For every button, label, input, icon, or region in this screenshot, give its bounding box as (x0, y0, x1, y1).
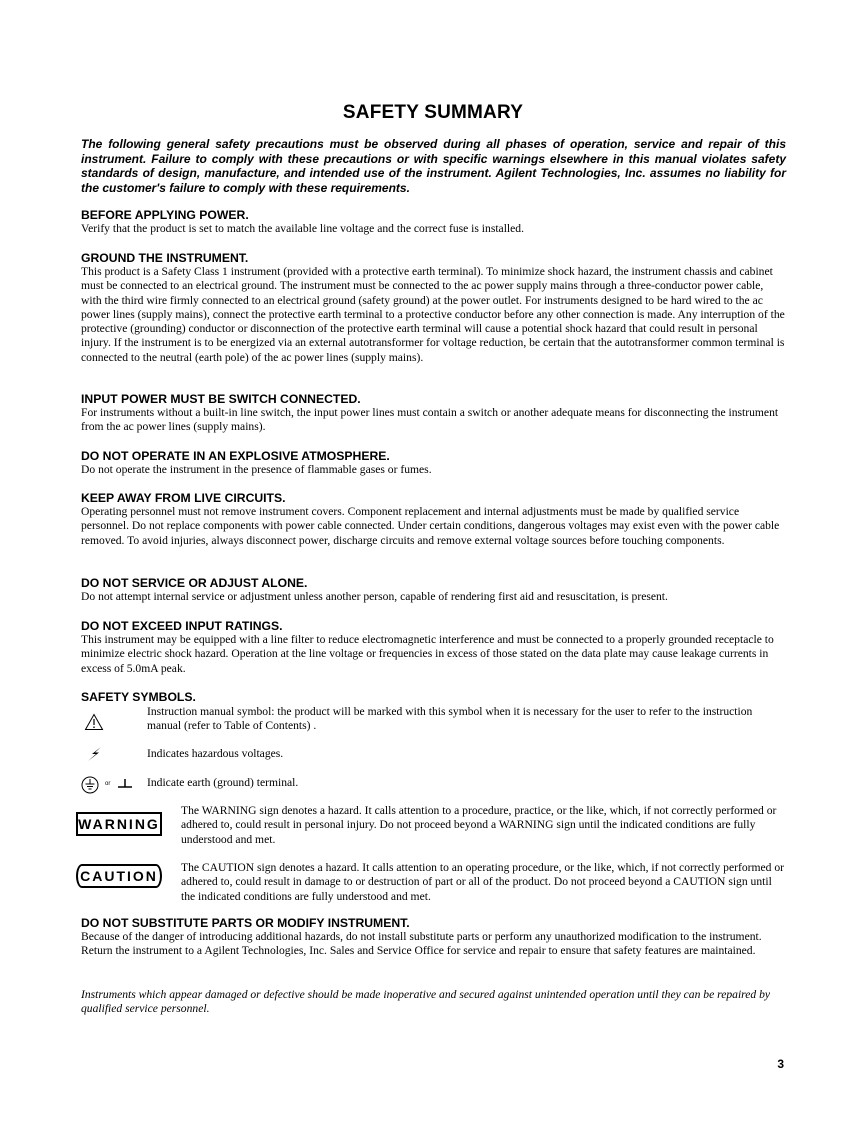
section-body: This instrument may be equipped with a line filter to reduce electromagnetic interference and must be connected to a properly grounded receptacle to minimize electric shock hazard. Operation at the line voltage or frequencies in excess of those stated on the data plate may cause leakage currents in excess of 5.0mA peak. (81, 633, 774, 675)
section-ground-instrument (81, 251, 786, 365)
chassis-ground-icon (117, 777, 133, 791)
section-before-applying-power (81, 208, 786, 236)
section-heading: INPUT POWER MUST BE SWITCH CONNECTED. (81, 392, 361, 406)
section-heading: DO NOT SUBSTITUTE PARTS OR MODIFY INSTRUMENT. (81, 916, 410, 930)
warning-sign: WARNING (76, 812, 162, 836)
intro-paragraph: The following general safety precautions must be observed during all phases of operation, service and repair of this instrument. Failure to comply with these precautions or with specific warnings elsewhere in this manual violates safety standards of design, manufacture, and intended use of the instrument. Agilent Technologies, Inc. assumes no liability for the customer's failure to comply with these requirements. (81, 137, 786, 195)
section-heading: DO NOT EXCEED INPUT RATINGS. (81, 619, 283, 633)
section-body: Do not attempt internal service or adjustment unless another person, capable of rendering first aid and resuscitation, is present. (81, 590, 668, 603)
section-input-power (81, 392, 786, 435)
section-heading: DO NOT OPERATE IN AN EXPLOSIVE ATMOSPHERE. (81, 449, 390, 463)
or-label: or (105, 781, 111, 787)
section-body: Do not operate the instrument in the presence of flammable gases or fumes. (81, 463, 432, 476)
section-body: Operating personnel must not remove instrument covers. Component replacement and internal adjustments must be made by qualified service personnel. Do not replace components with power cable connected. Under certain conditions, dangerous voltages may exist even with the power cable removed. To avoid injuries, always disconnect power, discharge circuits and remove external voltage sources before touching components. (81, 505, 780, 547)
section-body: This product is a Safety Class 1 instrument (provided with a protective earth terminal). To minimize shock hazard, the instrument chassis and cabinet must be connected to an electrical ground. The instrument must be connected to the ac power supply mains through a three-conductor power cable, with the third wire firmly connected to an electrical ground (safety ground) at the power outlet. For instruments designed to be hard wired to the ac power lines (supply mains), connect the protective earth terminal to a protective conductor before any other connection is made. Any interruption of the protective (grounding) conductor or disconnection of the protective earth terminal will cause a potential shock hazard that could result in personal injury. If the instrument is to be energized via an external autotransformer for voltage reduction, be certain that the autotransformer common terminal is connected to the neutral (earth pole) of the ac power lines (supply mains). (81, 265, 785, 364)
section-body: Because of the danger of introducing additional hazards, do not install substitute parts or perform any unauthorized modification to the instrument. Return the instrument to a Agilent Technologies, Inc. Sales and Service Office for service and repair to ensure that safety features are maintained. (81, 930, 762, 958)
caution-sign: CAUTION (76, 864, 162, 888)
section-service-alone (81, 576, 786, 604)
section-heading: DO NOT SERVICE OR ADJUST ALONE. (81, 576, 308, 590)
section-input-ratings (81, 619, 786, 676)
warning-text: The WARNING sign denotes a hazard. It calls attention to a procedure, practice, or the like, which, if not correctly performed or adhered to, could result in personal injury. Do not proceed beyond a WARNING sign until the indicated conditions are fully understood and met. (181, 804, 777, 846)
section-body: For instruments without a built-in line switch, the input power lines must contain a switch or another adequate means for disconnecting the instrument from the ac power lines (supply mains). (81, 406, 779, 434)
section-heading: GROUND THE INSTRUMENT. (81, 251, 249, 265)
section-explosive-atmosphere (81, 449, 786, 477)
page-title: SAFETY SUMMARY (342, 102, 524, 123)
protective-earth-icon (80, 775, 100, 795)
section-heading: BEFORE APPLYING POWER. (81, 208, 249, 222)
page-number: 3 (777, 1057, 784, 1071)
caution-triangle-icon (84, 713, 104, 731)
instruction-manual-symbol-text: Instruction manual symbol: the product will be marked with this symbol when it is necessary for the user to refer to the instruction manual (refer to Table of Contents) . (147, 705, 753, 733)
section-substitute-parts (81, 916, 786, 959)
section-live-circuits (81, 491, 786, 548)
lightning-bolt-icon (86, 746, 104, 762)
caution-text: The CAUTION sign denotes a hazard. It calls attention to an operating procedure, or the like, which, if not correctly performed or adhered to, could result in damage to or destruction of part or all of the product. Do not proceed beyond a CAUTION sign until the indicated conditions are fully understood and met. (181, 861, 784, 903)
section-heading: KEEP AWAY FROM LIVE CIRCUITS. (81, 491, 286, 505)
section-heading: SAFETY SYMBOLS. (81, 690, 196, 704)
closing-note: Instruments which appear damaged or defective should be made inoperative and secured against unintended operation until they can be repaired by qualified service personnel. (81, 988, 771, 1016)
section-safety-symbols (81, 690, 786, 704)
earth-terminal-text: Indicate earth (ground) terminal. (147, 776, 299, 789)
hazardous-voltage-text: Indicates hazardous voltages. (147, 747, 284, 760)
section-body: Verify that the product is set to match the available line voltage and the correct fuse is installed. (81, 222, 524, 235)
